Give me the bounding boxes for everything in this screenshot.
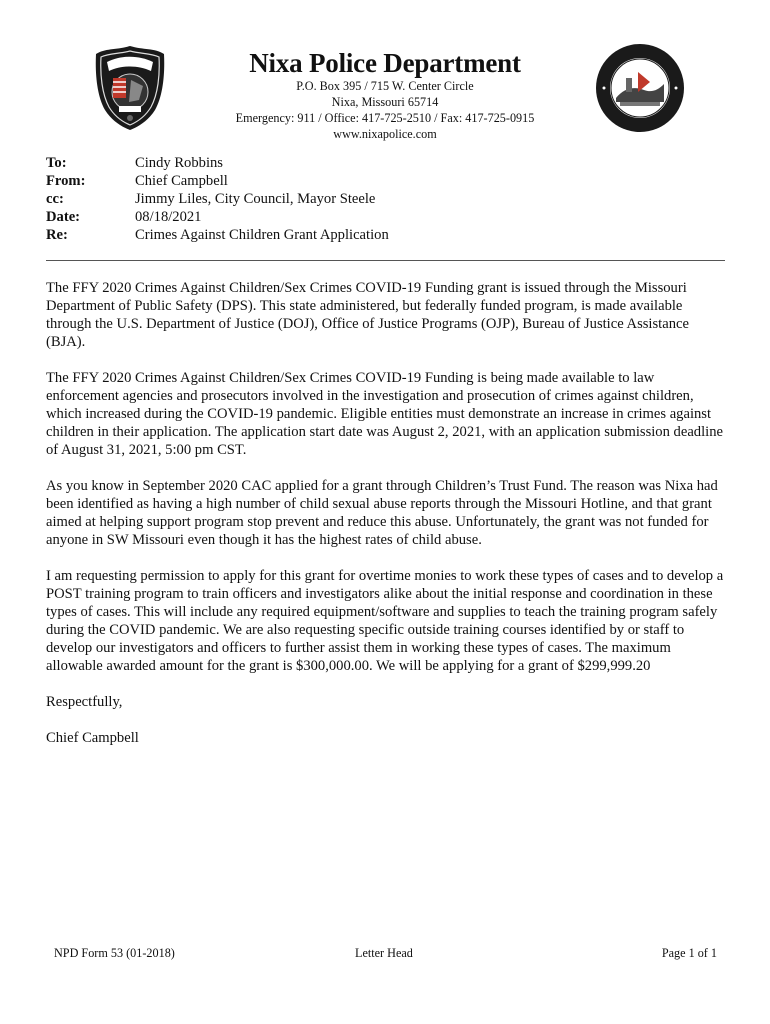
police-badge-logo (93, 44, 167, 132)
address-line-2: Nixa, Missouri 65714 (331, 95, 439, 109)
memo-header (46, 154, 389, 244)
from-label: From: (46, 173, 86, 189)
footer-form-number: NPD Form 53 (01-2018) (54, 946, 175, 960)
re-label: Re: (46, 227, 68, 243)
closing: Respectfully, (46, 694, 123, 710)
date-label: Date: (46, 209, 81, 225)
re-value: Crimes Against Children Grant Application (135, 227, 389, 243)
paragraph-3: As you know in September 2020 CAC applied for a grant through Children’s Trust Fund. The reason was Nixa had been identified as having a high number of child sexual abuse reports through the Missouri Hotline, and that grant aimed at helping support program stop prevent and reduce this abuse. Unfortunately, the grant was not funded for anyone in SW Missouri even though it has the highest rates of child abuse. (46, 478, 718, 548)
memo-from-row (46, 172, 389, 190)
cc-value: Jimmy Liles, City Council, Mayor Steele (135, 191, 376, 207)
city-of-nixa-seal (594, 42, 686, 134)
memo-re-row (46, 226, 389, 244)
to-label: To: (46, 155, 67, 171)
footer-page-number: Page 1 of 1 (661, 946, 717, 960)
paragraph-4: I am requesting permission to apply for this grant for overtime monies to work these types of cases and to develop a POST training program to train officers and investigators alike about the initial response and coordination in these types of cases. This will include any required equipment/software and supplies to teach the training program safely during the COVID pandemic. We are also requesting specific outside training courses identified by or staff to develop our investigators and officers to further assist them in working these types of cases. The maximum allowable awarded amount for the grant is $300,000.00. We will be applying for a grant of $299,999.20 (46, 568, 724, 674)
footer-form-type: Letter Head (355, 946, 413, 960)
website: www.nixapolice.com (333, 127, 437, 141)
to-value: Cindy Robbins (135, 155, 223, 171)
department-name: Nixa Police Department (249, 48, 521, 78)
memo-date-row (46, 208, 389, 226)
memo-cc-row (46, 190, 389, 208)
cc-label: cc: (46, 191, 64, 207)
header-divider (46, 260, 725, 261)
signature: Chief Campbell (46, 730, 139, 746)
letterhead (180, 48, 590, 142)
date-value: 08/18/2021 (135, 209, 202, 225)
from-value: Chief Campbell (135, 173, 228, 189)
paragraph-2: The FFY 2020 Crimes Against Children/Sex Crimes COVID-19 Funding is being made available to law enforcement agencies and prosecutors involved in the investigation and prosecution of crimes against children, which increased during the COVID-19 pandemic. Eligible entities must demonstrate an increase in crimes against children in their application. The application start date was August 2, 2021, with an application submission deadline of August 31, 2021, 5:00 pm CST. (46, 370, 723, 458)
letter-body (46, 279, 726, 765)
address-line-1: P.O. Box 395 / 715 W. Center Circle (296, 79, 474, 93)
paragraph-1: The FFY 2020 Crimes Against Children/Sex Crimes COVID-19 Funding grant is issued through the Missouri Department of Public Safety (DPS). This state administered, but federally funded program, is made available through the U.S. Department of Justice (DOJ), Office of Justice Programs (OJP), Bureau of Justice Assistance (BJA). (46, 280, 689, 350)
phone-line: Emergency: 911 / Office: 417-725-2510 / Fax: 417-725-0915 (235, 111, 535, 125)
memo-to-row (46, 154, 389, 172)
